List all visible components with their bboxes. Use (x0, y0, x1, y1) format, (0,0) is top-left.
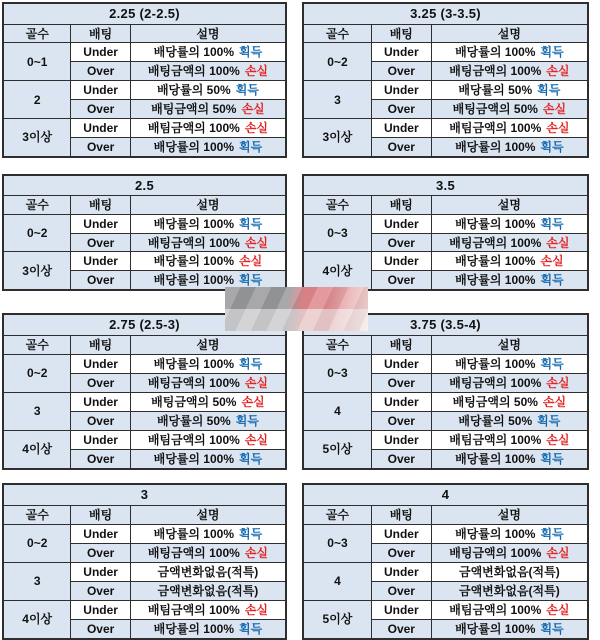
desc-cell (130, 100, 286, 119)
goals-cell: 3이상 (3, 252, 71, 290)
result-text: 손실 (540, 254, 564, 269)
desc-text: 배팀금액의 100% (449, 432, 542, 447)
desc-cell (431, 100, 588, 119)
result-text: 손실 (244, 235, 268, 250)
col-header-bet: 배팅 (371, 505, 431, 524)
bet-cell: Under (71, 392, 130, 411)
handicap-table-2-5 (2, 174, 287, 291)
table-row (3, 392, 286, 411)
col-header-desc: 설명 (431, 505, 588, 524)
result-text: 손실 (244, 375, 268, 390)
col-header-bet: 배팅 (71, 505, 130, 524)
result-text: 손실 (244, 545, 268, 560)
bet-cell: Over (71, 619, 130, 639)
desc-cell (431, 137, 588, 157)
desc-text: 배당률의 100% (455, 139, 536, 154)
bet-cell: Under (71, 81, 130, 100)
table-header-row (3, 24, 286, 43)
col-header-desc: 설명 (431, 335, 588, 354)
desc-cell (130, 581, 286, 600)
desc-text: 배당률의 50% (156, 413, 231, 428)
result-text: 손실 (244, 602, 268, 617)
desc-cell (130, 373, 286, 392)
result-text: 손실 (241, 102, 265, 116)
desc-text: 배팀금액의 100% (147, 602, 240, 617)
table-title: 3 (3, 484, 286, 505)
table-row (3, 215, 286, 234)
bet-cell: Over (371, 543, 431, 562)
rules-table (302, 313, 589, 470)
result-text: 획득 (239, 451, 263, 466)
rules-table (2, 313, 287, 470)
table-row (303, 215, 588, 234)
table-row (303, 252, 588, 271)
result-text: 손실 (244, 120, 268, 135)
desc-cell (130, 411, 286, 430)
col-header-bet: 배팅 (71, 196, 130, 215)
table-header-row (303, 196, 588, 215)
desc-cell (130, 619, 286, 639)
col-header-desc: 설명 (130, 196, 286, 215)
table-row (303, 524, 588, 543)
result-text: 획득 (540, 621, 564, 636)
bet-cell: Under (371, 524, 431, 543)
rules-table (2, 483, 287, 640)
result-text: 획득 (239, 45, 263, 60)
result-text: 획득 (540, 356, 564, 371)
result-text: 획득 (540, 45, 564, 60)
desc-text: 금액변화없음(적특) (459, 564, 560, 579)
desc-text: 배당률의 100% (153, 356, 235, 371)
goals-cell: 3 (3, 562, 71, 600)
goals-cell: 0~1 (3, 43, 71, 81)
rules-table (302, 174, 589, 291)
desc-cell (130, 233, 286, 252)
goals-cell: 4 (303, 562, 371, 600)
result-text: 손실 (244, 64, 268, 79)
col-header-goals: 골수 (303, 24, 371, 43)
result-text: 손실 (244, 432, 268, 447)
bet-cell: Under (71, 215, 130, 234)
goals-cell: 4이상 (303, 252, 371, 290)
desc-text: 배팅금액의 100% (147, 235, 240, 250)
desc-text: 금액변화없음(적특) (157, 564, 259, 579)
desc-text: 배당률의 100% (153, 621, 235, 636)
result-text: 획득 (540, 216, 564, 231)
desc-cell (431, 449, 588, 469)
bet-cell: Under (71, 430, 130, 449)
table-header-row (3, 196, 286, 215)
table-row (303, 562, 588, 581)
table-title: 2.5 (3, 175, 286, 196)
desc-cell (130, 562, 286, 581)
table-title-row (303, 3, 588, 24)
desc-text: 배당률의 100% (455, 451, 536, 466)
desc-text: 배당률의 100% (455, 621, 536, 636)
bet-cell: Over (71, 449, 130, 469)
goals-cell: 3 (303, 81, 371, 119)
table-title: 3.75 (3.5-4) (303, 314, 588, 335)
desc-text: 배당률의 100% (153, 139, 235, 154)
result-text: 손실 (241, 394, 265, 409)
col-header-desc: 설명 (431, 196, 588, 215)
bet-cell: Over (371, 411, 431, 430)
goals-cell: 4이상 (3, 430, 71, 469)
table-row (3, 252, 286, 271)
desc-cell (431, 392, 588, 411)
table-row (3, 43, 286, 62)
col-header-desc: 설명 (130, 24, 286, 43)
desc-cell (431, 215, 588, 234)
col-header-desc: 설명 (431, 24, 588, 43)
desc-text: 배당률의 100% (455, 216, 536, 231)
result-text: 획득 (540, 139, 564, 154)
desc-text: 배팀금액의 100% (449, 602, 542, 617)
bet-cell: Under (371, 430, 431, 449)
result-text: 획득 (239, 216, 263, 231)
bet-cell: Under (371, 600, 431, 619)
col-header-bet: 배팅 (371, 196, 431, 215)
table-row (3, 118, 286, 137)
table-header-row (3, 335, 286, 354)
desc-text: 배팀금액의 100% (449, 120, 542, 135)
goals-cell: 0~2 (303, 43, 371, 81)
desc-cell (130, 392, 286, 411)
desc-text: 배당률의 100% (153, 451, 235, 466)
desc-text: 배당률의 100% (455, 45, 536, 60)
rules-table (2, 2, 287, 158)
result-text: 획득 (537, 413, 561, 428)
bet-cell: Over (71, 411, 130, 430)
desc-text: 배당률의 100% (153, 45, 235, 60)
handicap-table-3-75 (302, 313, 589, 470)
result-text: 손실 (542, 102, 567, 116)
bet-cell: Over (371, 449, 431, 469)
table-title-row (3, 484, 286, 505)
table-header-row (303, 335, 588, 354)
goals-cell: 3이상 (3, 118, 71, 157)
bet-cell: Under (371, 118, 431, 137)
bet-cell: Over (371, 100, 431, 119)
result-text: 손실 (546, 120, 570, 135)
desc-text: 배당률의 100% (153, 273, 235, 288)
bet-cell: Under (71, 600, 130, 619)
desc-cell (431, 43, 588, 62)
desc-text: 금액변화없음(적특) (157, 583, 259, 598)
col-header-bet: 배팅 (71, 335, 130, 354)
desc-text: 배팅금액의 50% (452, 102, 538, 116)
desc-cell (431, 524, 588, 543)
bet-cell: Over (71, 581, 130, 600)
desc-cell (130, 62, 286, 81)
table-title: 3.25 (3-3.5) (303, 3, 588, 24)
bet-cell: Over (371, 233, 431, 252)
bet-cell: Over (71, 100, 130, 119)
table-title: 2.75 (2.5-3) (3, 314, 286, 335)
desc-text: 배팅금액의 100% (449, 375, 542, 390)
desc-cell (130, 43, 286, 62)
bet-cell: Under (71, 354, 130, 373)
result-text: 손실 (542, 394, 567, 409)
desc-text: 배팅금액의 100% (449, 545, 542, 560)
handicap-table-3 (2, 483, 287, 640)
desc-text: 배당률의 50% (156, 83, 231, 98)
result-text: 획득 (235, 413, 259, 428)
table-row (3, 354, 286, 373)
col-header-goals: 골수 (3, 196, 71, 215)
desc-cell (431, 81, 588, 100)
col-header-goals: 골수 (303, 505, 371, 524)
table-row (3, 81, 286, 100)
bet-cell: Over (71, 373, 130, 392)
bet-cell: Under (71, 562, 130, 581)
bet-cell: Under (371, 43, 431, 62)
desc-cell (130, 252, 286, 271)
desc-cell (431, 252, 588, 271)
desc-cell (431, 581, 588, 600)
desc-text: 배팅금액의 50% (452, 394, 538, 409)
result-text: 손실 (239, 254, 263, 269)
bet-cell: Under (371, 252, 431, 271)
goals-cell: 0~3 (303, 354, 371, 392)
goals-cell: 5이상 (303, 430, 371, 469)
result-text: 손실 (546, 375, 570, 390)
desc-text: 배당률의 100% (455, 356, 536, 371)
bet-cell: Over (371, 62, 431, 81)
desc-cell (130, 215, 286, 234)
result-text: 손실 (546, 235, 570, 250)
goals-cell: 4이상 (3, 600, 71, 639)
desc-cell (431, 543, 588, 562)
goals-cell: 3 (3, 392, 71, 430)
result-text: 획득 (540, 451, 564, 466)
col-header-goals: 골수 (3, 505, 71, 524)
result-text: 손실 (546, 602, 570, 617)
col-header-bet: 배팅 (71, 24, 130, 43)
goals-cell: 0~2 (3, 524, 71, 562)
result-text: 획득 (239, 526, 263, 541)
col-header-goals: 골수 (303, 335, 371, 354)
rules-table (302, 483, 589, 640)
bet-cell: Over (371, 373, 431, 392)
bet-cell: Over (371, 581, 431, 600)
bet-cell: Over (371, 137, 431, 157)
col-header-desc: 설명 (130, 505, 286, 524)
bet-cell: Over (71, 543, 130, 562)
desc-cell (431, 373, 588, 392)
bet-cell: Over (71, 271, 130, 290)
desc-text: 배당률의 50% (458, 413, 533, 428)
goals-cell: 0~2 (3, 215, 71, 252)
handicap-table-3-25 (302, 2, 589, 158)
desc-cell (130, 354, 286, 373)
col-header-goals: 골수 (3, 24, 71, 43)
goals-cell: 5이상 (303, 600, 371, 639)
bet-cell: Under (371, 354, 431, 373)
bet-cell: Under (71, 524, 130, 543)
goals-cell: 4 (303, 392, 371, 430)
desc-text: 배팅금액의 50% (151, 102, 237, 116)
table-row (303, 81, 588, 100)
table-title-row (303, 175, 588, 196)
table-title-row (3, 175, 286, 196)
result-text: 획득 (239, 273, 263, 288)
watermark-top-half (225, 287, 368, 309)
desc-cell (130, 543, 286, 562)
goals-cell: 0~3 (303, 524, 371, 562)
handicap-table-3-5 (302, 174, 589, 291)
table-row (3, 600, 286, 619)
bet-cell: Under (371, 81, 431, 100)
desc-text: 배당률의 50% (458, 83, 533, 98)
desc-cell (130, 81, 286, 100)
desc-cell (431, 118, 588, 137)
table-title: 2.25 (2-2.5) (3, 3, 286, 24)
desc-cell (130, 600, 286, 619)
table-row (303, 430, 588, 449)
desc-text: 배당률의 100% (153, 216, 235, 231)
desc-text: 배팅금액의 100% (449, 235, 542, 250)
desc-text: 배팀금액의 100% (147, 120, 240, 135)
desc-cell (431, 562, 588, 581)
desc-text: 배팅금액의 100% (147, 64, 240, 79)
col-header-bet: 배팅 (371, 335, 431, 354)
bet-cell: Over (371, 271, 431, 290)
table-title: 3.5 (303, 175, 588, 196)
bet-cell: Under (371, 215, 431, 234)
desc-text: 배팀금액의 100% (147, 432, 240, 447)
result-text: 손실 (546, 545, 570, 560)
table-row (3, 524, 286, 543)
desc-text: 배당률의 100% (455, 273, 536, 288)
desc-cell (431, 62, 588, 81)
result-text: 획득 (239, 139, 263, 154)
desc-text: 배당률의 100% (455, 526, 536, 541)
handicap-table-4 (302, 483, 589, 640)
bet-cell: Over (71, 233, 130, 252)
desc-text: 배팅금액의 100% (147, 375, 240, 390)
desc-text: 배팅금액의 100% (147, 545, 240, 560)
col-header-desc: 설명 (130, 335, 286, 354)
desc-cell (130, 118, 286, 137)
handicap-table-2-25 (2, 2, 287, 158)
goals-cell: 3이상 (303, 118, 371, 157)
bet-cell: Over (371, 619, 431, 639)
rules-table (302, 2, 589, 158)
desc-cell (431, 233, 588, 252)
bet-cell: Over (71, 62, 130, 81)
table-header-row (3, 505, 286, 524)
watermark-block (225, 287, 368, 331)
table-row (303, 600, 588, 619)
desc-text: 금액변화없음(적특) (459, 583, 560, 598)
bet-cell: Under (71, 118, 130, 137)
desc-cell (431, 430, 588, 449)
table-row (303, 43, 588, 62)
desc-cell (130, 524, 286, 543)
result-text: 획득 (540, 273, 564, 288)
result-text: 획득 (540, 526, 564, 541)
desc-text: 배당률의 100% (455, 254, 536, 269)
desc-cell (130, 430, 286, 449)
goals-cell: 2 (3, 81, 71, 119)
table-row (303, 392, 588, 411)
table-header-row (303, 505, 588, 524)
table-title-row (303, 484, 588, 505)
desc-text: 배팅금액의 50% (151, 394, 237, 409)
handicap-table-2-75 (2, 313, 287, 470)
table-row (303, 354, 588, 373)
result-text: 획득 (537, 83, 561, 98)
result-text: 획득 (239, 621, 263, 636)
table-header-row (303, 24, 588, 43)
bet-cell: Under (71, 43, 130, 62)
result-text: 획득 (239, 356, 263, 371)
result-text: 손실 (546, 64, 570, 79)
result-text: 획득 (235, 83, 259, 98)
table-row (3, 430, 286, 449)
desc-cell (431, 271, 588, 290)
bet-cell: Under (371, 562, 431, 581)
table-title: 4 (303, 484, 588, 505)
desc-cell (431, 600, 588, 619)
rules-table (2, 174, 287, 291)
desc-cell (130, 137, 286, 157)
desc-text: 배당률의 100% (153, 254, 235, 269)
table-row (303, 118, 588, 137)
col-header-goals: 골수 (3, 335, 71, 354)
goals-cell: 0~3 (303, 215, 371, 252)
desc-cell (130, 449, 286, 469)
desc-cell (431, 411, 588, 430)
bet-cell: Over (71, 137, 130, 157)
goals-cell: 0~2 (3, 354, 71, 392)
col-header-bet: 배팅 (371, 24, 431, 43)
watermark-bottom-half (225, 309, 368, 331)
desc-cell (431, 354, 588, 373)
table-title-row (3, 3, 286, 24)
col-header-goals: 골수 (303, 196, 371, 215)
desc-cell (431, 619, 588, 639)
result-text: 손실 (546, 432, 570, 447)
table-row (3, 562, 286, 581)
desc-text: 배팅금액의 100% (449, 64, 542, 79)
bet-cell: Under (71, 252, 130, 271)
desc-text: 배당률의 100% (153, 526, 235, 541)
bet-cell: Under (371, 392, 431, 411)
